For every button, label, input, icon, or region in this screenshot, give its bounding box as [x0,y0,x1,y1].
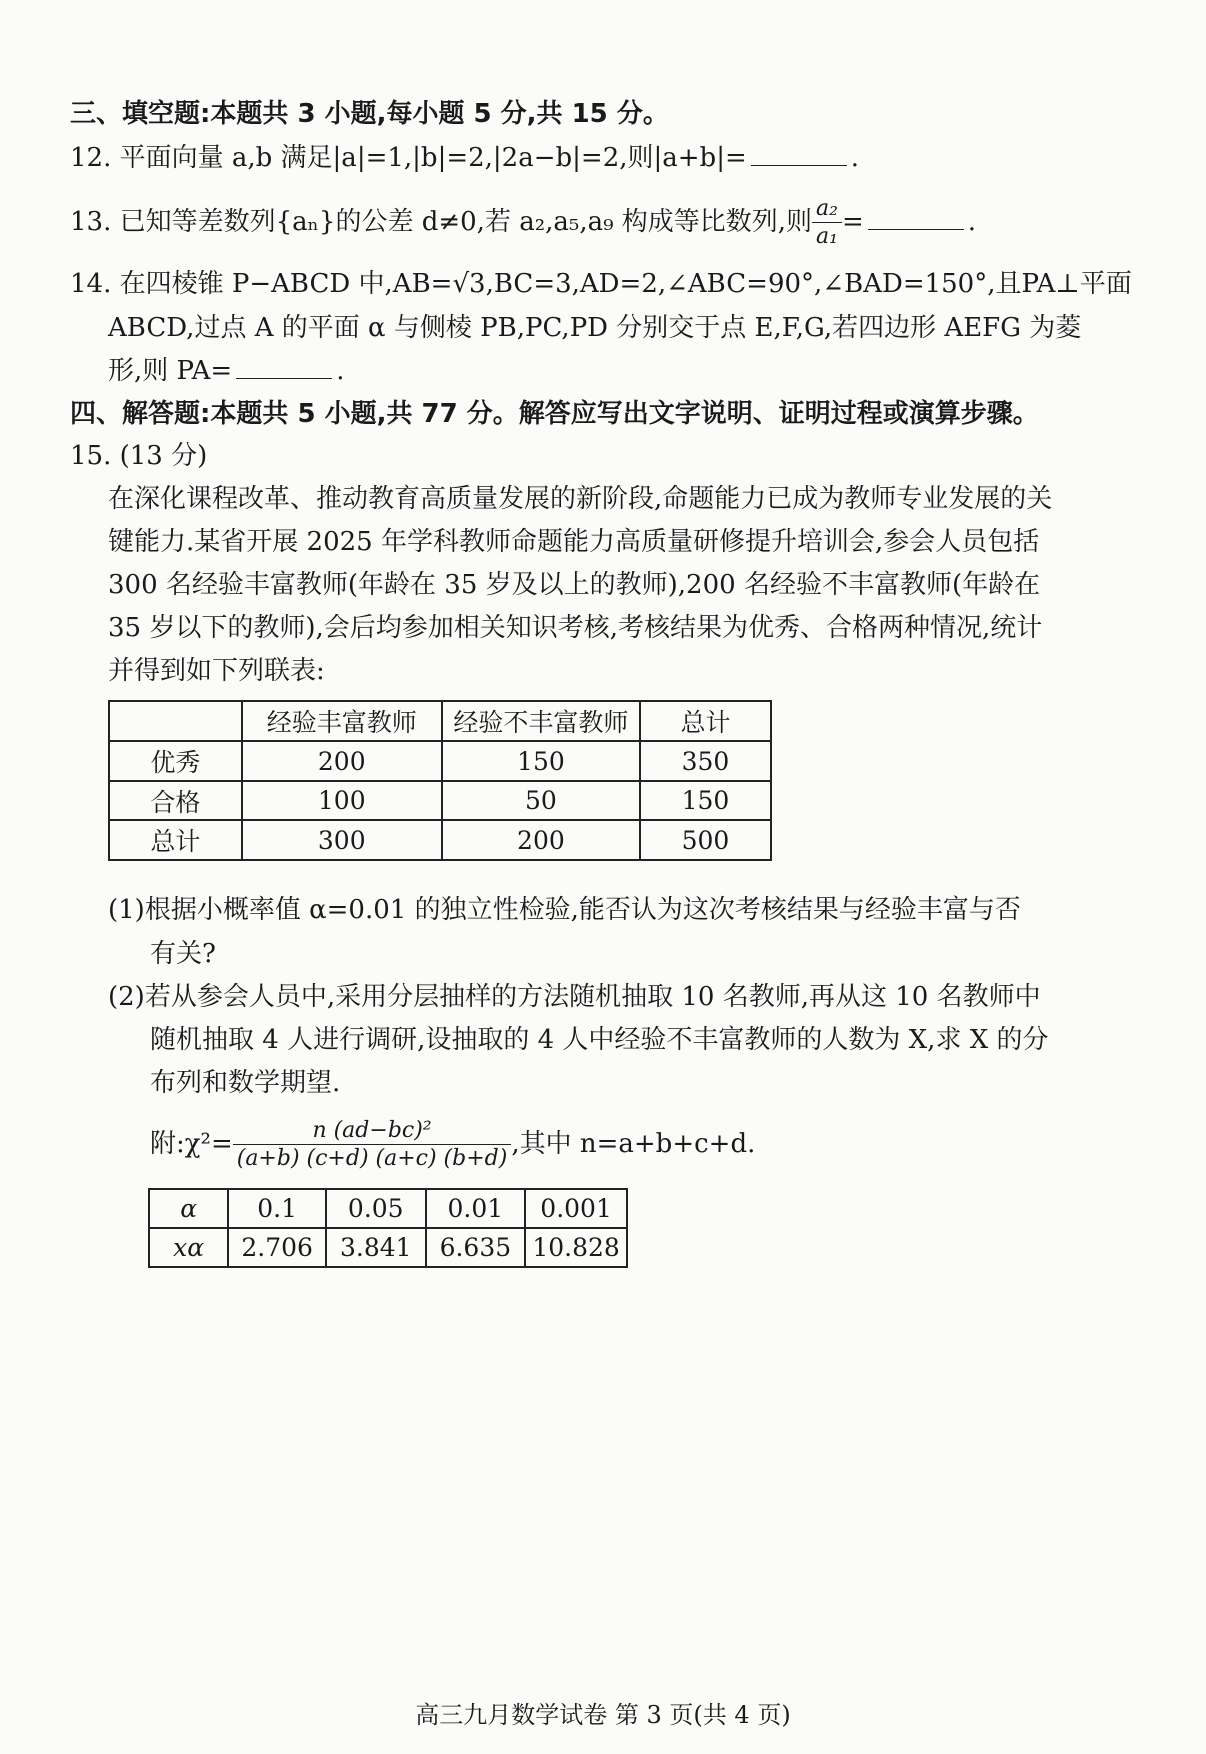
appendix-prefix: 附:χ²= [150,1129,233,1159]
table-row [109,741,771,781]
table-cell: xα [149,1228,228,1267]
q12-text: 12. 平面向量 a,b 满足|a|=1,|b|=2,|2a−b|=2,则|a+b|= [70,143,747,173]
q13-text: 13. 已知等差数列{aₙ}的公差 d≠0,若 a₂,a₅,a₉ 构成等比数列,则 [70,207,813,237]
question-13 [70,198,976,248]
table-cell: 0.05 [326,1189,426,1228]
table-cell: 150 [640,781,771,820]
chi-square-fraction [233,1120,512,1170]
q13-answer-blank[interactable] [868,207,964,230]
q14-answer-blank[interactable] [236,356,332,379]
section4-heading: 四、解答题:本题共 5 小题,共 77 分。解答应写出文字说明、证明过程或演算步骤。 [70,399,1039,429]
question-12 [70,140,859,176]
table-cell: 50 [442,781,640,820]
q14-line3 [108,353,344,389]
table-cell [109,701,242,741]
table-cell: 10.828 [525,1228,627,1267]
q15-sub1-line2: 有关? [150,939,216,969]
table-row [109,781,771,820]
table-cell: 2.706 [228,1228,326,1267]
q12-answer-blank[interactable] [751,143,847,166]
table-cell: 350 [640,741,771,781]
q15-para-line: 300 名经验丰富教师(年龄在 35 岁及以上的教师),200 名经验不丰富教师(年龄在 [108,570,1041,600]
table-cell: α [149,1189,228,1228]
table-cell: 总计 [640,701,771,741]
q15-label: 15. (13 分) [70,441,208,471]
q14-line3-text: 形,则 PA= [108,356,233,386]
q15-para-line: 并得到如下列联表: [108,656,325,686]
q15-sub2-line1: (2)若从参会人员中,采用分层抽样的方法随机抽取 10 名教师,再从这 10 名教师中 [108,982,1041,1012]
table-cell: 6.635 [426,1228,526,1267]
q12-suffix: . [850,143,860,173]
table-cell: 150 [442,741,640,781]
appendix-suffix: ,其中 n=a+b+c+d. [511,1129,756,1159]
table-cell: 经验丰富教师 [242,701,442,741]
q15-para-line: 键能力.某省开展 2025 年学科教师命题能力高质量研修提升培训会,参会人员包括 [108,527,1040,557]
table-cell: 200 [242,741,442,781]
q15-sub1-line1: (1)根据小概率值 α=0.01 的独立性检验,能否认为这次考核结果与经验丰富与否 [108,895,1021,925]
chi-frac-num: n (ad−bc)² [312,1118,432,1143]
table-cell: 100 [242,781,442,820]
q13-frac-num: a₂ [816,196,838,221]
table-cell: 300 [242,820,442,860]
table-cell: 500 [640,820,771,860]
table-header-row [109,701,771,741]
table-cell: 经验不丰富教师 [442,701,640,741]
section3-heading: 三、填空题:本题共 3 小题,每小题 5 分,共 15 分。 [70,99,669,129]
chi-frac-den: (a+b) (c+d) (a+c) (b+d) [233,1144,512,1170]
q14-suffix: . [336,356,345,386]
q13-fraction [812,198,842,248]
table-row [149,1228,627,1267]
table-row [109,820,771,860]
table-row [149,1189,627,1228]
page-footer: 高三九月数学试卷 第 3 页(共 4 页) [415,1701,791,1729]
q13-eq: = [841,207,864,237]
table-cell: 0.1 [228,1189,326,1228]
chi-square-formula [150,1116,755,1172]
table-cell: 3.841 [326,1228,426,1267]
contingency-table [108,700,772,861]
q14-line2: ABCD,过点 A 的平面 α 与侧棱 PB,PC,PD 分别交于点 E,F,G,若四边形 AEFG 为菱 [108,313,1082,343]
q14-line1: 14. 在四棱锥 P−ABCD 中,AB=√3,BC=3,AD=2,∠ABC=90°,∠BAD=150°,且PA⊥平面 [70,269,1132,299]
table-cell: 总计 [109,820,242,860]
q13-frac-den: a₁ [812,222,842,248]
table-cell: 优秀 [109,741,242,781]
table-cell: 合格 [109,781,242,820]
table-cell: 0.01 [426,1189,526,1228]
q15-sub2-line2: 随机抽取 4 人进行调研,设抽取的 4 人中经验不丰富教师的人数为 X,求 X 的分 [150,1025,1049,1055]
q15-sub2-line3: 布列和数学期望. [150,1068,341,1098]
q13-suffix: . [967,207,977,237]
table-cell: 200 [442,820,640,860]
q15-para-line: 在深化课程改革、推动教育高质量发展的新阶段,命题能力已成为教师专业发展的关 [108,484,1053,514]
critical-value-table [148,1188,628,1268]
table-cell: 0.001 [525,1189,627,1228]
q15-para-line: 35 岁以下的教师),会后均参加相关知识考核,考核结果为优秀、合格两种情况,统计 [108,613,1043,643]
